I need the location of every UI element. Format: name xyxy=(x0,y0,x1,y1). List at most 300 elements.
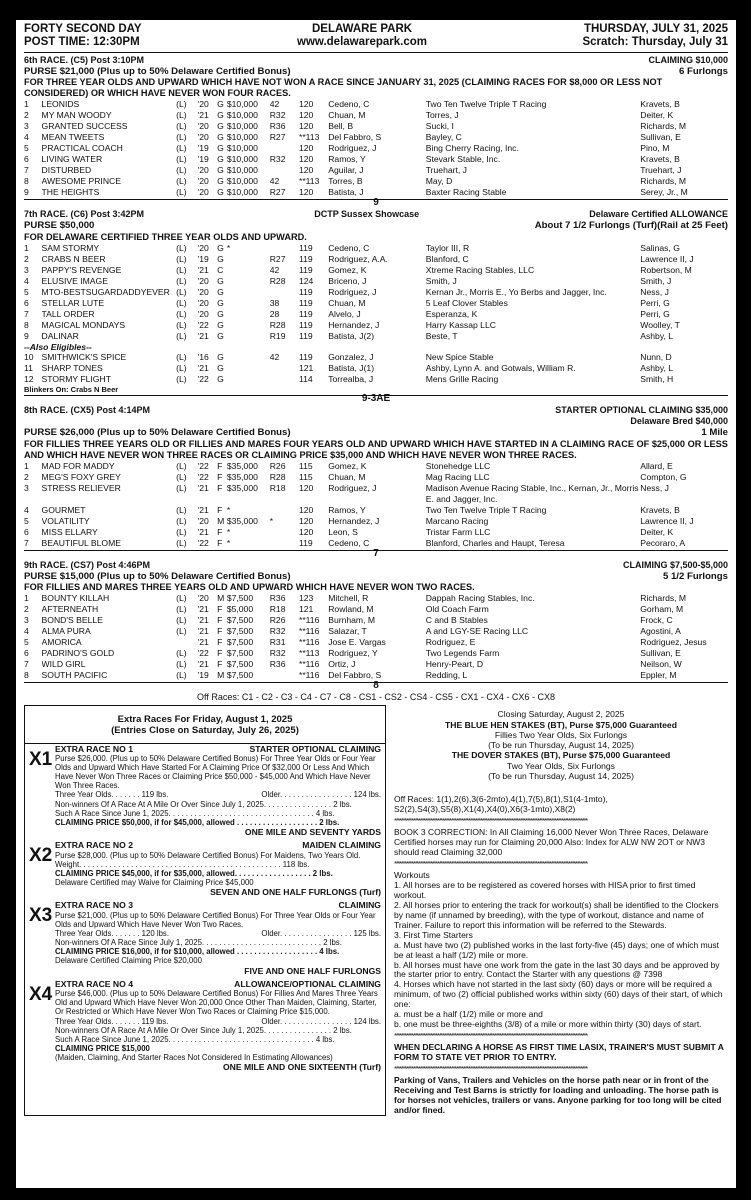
entry-post: 3 xyxy=(24,615,29,626)
entry-horse: STRESS RELIEVER xyxy=(41,482,121,493)
entry-trainer: Deiter, K xyxy=(640,110,674,121)
extra-race-name: EXTRA RACE NO 3 xyxy=(55,900,133,911)
entry-med: (L) xyxy=(176,99,187,110)
entry-weight: 120 xyxy=(298,154,314,165)
entry-owner: Beste, T xyxy=(425,330,458,341)
entry-weight: **113 xyxy=(298,132,320,143)
entry-jockey: Briceno, J xyxy=(328,275,367,286)
stake-blue-hen-date: (To be run Thursday, August 14, 2025) xyxy=(488,740,634,751)
entry-post: 10 xyxy=(24,352,34,363)
extra-race-body xyxy=(55,979,381,1073)
star-divider: **************************************************************************************************************** xyxy=(394,818,588,826)
entry-year: '21 xyxy=(197,504,209,515)
entry-row[interactable] xyxy=(24,374,728,385)
entry-row[interactable] xyxy=(24,538,728,549)
race-title-row xyxy=(24,560,728,571)
entry-row[interactable] xyxy=(24,527,728,538)
extra-race-type: STARTER OPTIONAL CLAIMING xyxy=(249,743,381,754)
race-type: CLAIMING $10,000 xyxy=(648,54,728,65)
entry-horse: DISTURBED xyxy=(41,165,92,176)
entry-price: * xyxy=(226,242,231,253)
entry-price: $7,500 xyxy=(226,593,254,604)
entry-row[interactable] xyxy=(24,254,728,265)
entry-owner: Taylor III, R xyxy=(425,242,470,253)
extra-races-title: Extra Races For Friday, August 1, 2025 xyxy=(117,714,293,726)
entry-owner: Bayley, C xyxy=(425,132,462,143)
entry-horse: MEG'S FOXY GREY xyxy=(41,471,121,482)
claiming-price: CLAIMING PRICE $15,000 xyxy=(55,1044,150,1054)
entry-med: (L) xyxy=(176,648,187,659)
entry-med: (L) xyxy=(176,537,187,548)
weight-right: Older. . . . . . . . . . . . . . . . . 124 lbs. xyxy=(261,1016,381,1026)
entry-jockey: Ramos, Y xyxy=(328,154,366,165)
workout-item: a. Must have two (2) published works in the last forty-five (45) days; one of which must be at least a half (1/2) mile or more. xyxy=(394,939,720,960)
entry-row[interactable] xyxy=(24,265,728,276)
weight-left: Non-winners Of A Race Since July 1, 2025. . . . . . . . . . . . . . . . . . . . . . . . . . . . 2 lbs. xyxy=(55,938,342,948)
day-label: FORTY SECOND DAY xyxy=(24,23,142,35)
right-column xyxy=(394,705,728,1116)
workout-rules xyxy=(394,881,728,1030)
entry-price: $7,500 xyxy=(226,626,254,637)
entry-rating: R18 xyxy=(269,482,286,493)
race-block xyxy=(24,560,728,692)
entry-sex: M xyxy=(217,515,225,526)
entry-trainer: Ness, J xyxy=(640,286,669,297)
entry-med: (L) xyxy=(176,504,187,515)
extra-race xyxy=(25,744,385,841)
entry-jockey: Hernandez, J xyxy=(328,515,380,526)
entry-year: '21 xyxy=(197,615,209,626)
entry-rating: R27 xyxy=(269,253,286,264)
entry-jockey: Leon, S xyxy=(328,526,358,537)
entry-med: (L) xyxy=(176,187,187,198)
entry-sex: G xyxy=(217,121,224,132)
extra-race-head xyxy=(55,979,381,989)
entry-med: (L) xyxy=(176,242,187,253)
race-purse: PURSE $21,000 (Plus up to 50% Delaware Certified Bonus) xyxy=(24,65,291,77)
entry-trainer: Smith, J xyxy=(640,275,672,286)
stake-dover: THE DOVER STAKES (BT), Purse $75,000 Guaranteed xyxy=(451,750,671,761)
entry-med: (L) xyxy=(176,593,187,604)
entry-med: (L) xyxy=(176,165,187,176)
workout-item: b. one must be three-eighths (3/8) of a mile or more within thirty (30) days of start. xyxy=(394,1019,702,1030)
entry-trainer: Rodriguez, Jesus xyxy=(640,637,707,648)
entry-trainer: Pino, M xyxy=(640,143,670,154)
extra-race-tag: X3 xyxy=(29,905,53,927)
entry-year: '19 xyxy=(197,154,209,165)
entry-sex: G xyxy=(217,297,224,308)
track-name: DELAWARE PARK xyxy=(311,23,413,35)
entry-post: 3 xyxy=(24,482,29,493)
entry-row[interactable] xyxy=(24,110,728,121)
entry-sex: G xyxy=(217,187,224,198)
entry-weight: 120 xyxy=(298,482,314,493)
entry-post: 5 xyxy=(24,515,29,526)
entry-owner: Mens Grille Racing xyxy=(425,374,499,385)
entry-owner: Henry-Peart, D xyxy=(425,659,484,670)
closing-stakes xyxy=(394,705,728,781)
entry-weight: 114 xyxy=(298,374,313,385)
entry-rating: R36 xyxy=(269,659,286,670)
race-list xyxy=(24,55,728,691)
entry-trainer: Frock, C xyxy=(640,615,673,626)
entry-price: $10,000 xyxy=(226,121,258,132)
extra-race-type: CLAIMING xyxy=(338,900,381,911)
entry-jockey: Cedeno, C xyxy=(328,537,370,548)
entry-row[interactable] xyxy=(24,659,728,670)
extra-race-name: EXTRA RACE NO 4 xyxy=(55,978,133,989)
race-date: THURSDAY, JULY 31, 2025 xyxy=(583,23,728,35)
entry-jockey: Torres, B xyxy=(328,176,363,187)
entry-year: '21 xyxy=(197,110,209,121)
entry-med: (L) xyxy=(176,154,187,165)
entry-sex: G xyxy=(217,165,224,176)
weight-left: Non-winners Of A Race At A Mile Or Over Since July 1, 2025. . . . . . . . . . . . . . . . 2 lbs. xyxy=(55,1025,352,1035)
entry-horse: PADRINO'S GOLD xyxy=(41,648,115,659)
entry-row[interactable] xyxy=(24,505,728,516)
entry-row[interactable] xyxy=(24,99,728,110)
entry-med: (L) xyxy=(176,110,187,121)
entry-post: 7 xyxy=(24,537,29,548)
weight-left: Such A Race Since June 1, 2025. . . . . . . . . . . . . . . . . . . . . . . . . . . . . . . . . . 4 lbs. xyxy=(55,1034,335,1044)
entry-sex: F xyxy=(217,615,223,626)
entry-price: $7,500 xyxy=(226,648,254,659)
weight-left: Three Year Olds. . . . . . . 119 lbs. xyxy=(55,1016,169,1026)
entry-trainer: Eppler, M xyxy=(640,670,677,681)
entry-price: $10,000 xyxy=(226,176,258,187)
claiming-price: CLAIMING PRICE $16,000, if for $10,000, allowed . . . . . . . . . . . . . . . . . . . 4 lbs. xyxy=(55,947,340,957)
entry-year: '19 xyxy=(197,253,209,264)
entry-post: 3 xyxy=(24,264,29,275)
field-count: 7 xyxy=(373,547,379,559)
entry-post: 7 xyxy=(24,308,29,319)
entry-year: '20 xyxy=(197,99,209,110)
blinkers-note: Blinkers On: Crabs N Beer xyxy=(24,385,119,395)
entry-sex: F xyxy=(217,537,223,548)
entry-row[interactable] xyxy=(24,276,728,287)
entry-rating: R36 xyxy=(269,593,286,604)
entry-row[interactable] xyxy=(24,615,728,626)
entry-trainer: Lawrence II, J xyxy=(640,253,694,264)
entry-year: '20 xyxy=(197,593,209,604)
entry-jockey: Alvelo, J xyxy=(328,308,361,319)
entry-year: '20 xyxy=(197,242,209,253)
entry-trainer: Pecoraro, A xyxy=(640,537,686,548)
entry-med: (L) xyxy=(176,604,187,615)
entry-jockey: Aguilar, J xyxy=(328,165,364,176)
entry-owner: Kernan Jr., Morris E., Yo Berbs and Jagger, Inc. xyxy=(425,286,607,297)
entry-weight: 120 xyxy=(298,526,314,537)
entry-row[interactable] xyxy=(24,121,728,132)
claiming-price: CLAIMING PRICE $50,000, if for $45,000, allowed . . . . . . . . . . . . . . . . . . . 2 lbs. xyxy=(55,818,340,828)
entry-row[interactable] xyxy=(24,132,728,143)
entry-row[interactable] xyxy=(24,604,728,615)
entry-rating: 42 xyxy=(269,99,280,110)
entry-med: (L) xyxy=(176,363,187,374)
entry-year: '20 xyxy=(197,286,209,297)
entry-horse: SHARP TONES xyxy=(41,363,103,374)
entry-year: '22 xyxy=(197,648,209,659)
race-conditions: FOR DELAWARE CERTIFIED THREE YEAR OLDS AND UPWARD. xyxy=(24,231,307,242)
entry-post: 4 xyxy=(24,275,29,286)
post-time: POST TIME: 12:30PM xyxy=(24,35,140,48)
entry-weight: 120 xyxy=(298,99,314,110)
entry-owner: Esperanza, K xyxy=(425,308,478,319)
entry-row[interactable] xyxy=(24,243,728,254)
entry-post: 9 xyxy=(24,187,29,198)
race-conditions: FOR THREE YEAR OLDS AND UPWARD WHICH HAVE NOT WON A RACE SINCE JANUARY 31, 2025 (CLAIMING RACES FOR $8,000 OR LESS NOT CONSIDERED) OR WHICH HAVE NEVER WON FOUR RACES. xyxy=(24,77,663,99)
entry-sex: G xyxy=(217,176,224,187)
entry-row[interactable] xyxy=(24,363,728,374)
entry-row[interactable] xyxy=(24,320,728,331)
track-url[interactable]: www.delawarepark.com xyxy=(297,35,428,48)
entry-row[interactable] xyxy=(24,352,728,363)
entry-rating: R26 xyxy=(269,460,286,471)
weight-row xyxy=(55,860,381,869)
entry-weight: **116 xyxy=(298,659,320,670)
entry-owner: Blanford, Charles and Haupt, Teresa xyxy=(425,537,565,548)
entry-sex: M xyxy=(217,593,225,604)
entry-row[interactable] xyxy=(24,154,728,165)
entry-weight: 121 xyxy=(298,604,314,615)
entry-sex: G xyxy=(217,132,224,143)
weight-row xyxy=(55,1017,381,1026)
entry-owner: A and LGY-SE Racing LLC xyxy=(425,626,529,637)
entry-med: (L) xyxy=(176,286,187,297)
extra-note: Delaware Certified may Waive for Claiming Price $45,000 xyxy=(55,878,254,888)
entry-jockey: Rodriguez, A.A. xyxy=(328,253,388,264)
entry-weight: 119 xyxy=(298,253,313,264)
entry-jockey: Ramos, Y xyxy=(328,504,366,515)
entry-rating: 42 xyxy=(269,176,280,187)
weight-row xyxy=(55,800,381,809)
entry-sex: G xyxy=(217,374,224,385)
entry-post: 6 xyxy=(24,526,29,537)
entry-trainer: Richards, M xyxy=(640,593,687,604)
race-conditions: FOR FILLIES AND MARES THREE YEARS OLD AND UPWARD WHICH HAVE NEVER WON TWO RACES. xyxy=(24,582,475,593)
entry-row[interactable] xyxy=(24,472,728,483)
entry-price: $10,000 xyxy=(226,132,258,143)
entry-post: 7 xyxy=(24,659,29,670)
entry-sex: C xyxy=(217,264,224,275)
entry-jockey: Bell, B xyxy=(328,121,354,132)
entry-price: $10,000 xyxy=(226,143,258,154)
entry-post: 6 xyxy=(24,648,29,659)
entry-trainer: Smith, H xyxy=(640,374,674,385)
stake-dover-date: (To be run Thursday, August 14, 2025) xyxy=(488,771,634,782)
entry-sex: G xyxy=(217,352,224,363)
entry-jockey: Batista, J(1) xyxy=(328,363,375,374)
entry-trainer: Truehart, J xyxy=(640,165,682,176)
extra-note: Delaware Certified Claiming Price $20,000 xyxy=(55,956,202,966)
entry-sex: F xyxy=(217,604,223,615)
extra-race-distance: ONE MILE AND ONE SIXTEENTH (Turf) xyxy=(222,1062,381,1073)
workout-item: 3. First Time Starters xyxy=(394,929,473,940)
entry-weight: 119 xyxy=(298,319,313,330)
entry-weight: 119 xyxy=(298,308,313,319)
entry-post: 1 xyxy=(24,99,29,110)
star-divider: **************************************************************************************************************** xyxy=(394,1033,588,1041)
entry-trainer: Kravets, B xyxy=(640,504,680,515)
entry-row[interactable] xyxy=(24,176,728,187)
race-title-row xyxy=(24,209,728,220)
entry-row[interactable] xyxy=(24,165,728,176)
entry-sex: G xyxy=(217,286,224,297)
entry-jockey: Chuan, M xyxy=(328,471,366,482)
entry-trainer: Lawrence II, J xyxy=(640,515,694,526)
entry-row[interactable] xyxy=(24,483,728,494)
entry-med: (L) xyxy=(176,264,187,275)
entry-jockey: Burnham, M xyxy=(328,615,376,626)
extra-race-name: EXTRA RACE NO 2 xyxy=(55,840,133,851)
entry-row[interactable] xyxy=(24,331,728,342)
entry-med: (L) xyxy=(176,297,187,308)
parking-notice: Parking of Vans, Trailers and Vehicles on the horse path near or in front of the Receiving and Test Barns is strictly for loading and unloading. The horse path is for horses not vehicles, trailers or vans. Anyone parking for too long will be cited and/or fined. xyxy=(394,1074,722,1115)
entry-owner: Tristar Farm LLC xyxy=(425,526,491,537)
entry-rating: R32 xyxy=(269,626,286,637)
entry-post: 7 xyxy=(24,165,29,176)
entry-sex: G xyxy=(217,308,224,319)
stake-dover-cond: Two Year Olds, Six Furlongs xyxy=(507,760,615,771)
weight-left: Non-winners Of A Race At A Mile Or Over Since July 1, 2025. . . . . . . . . . . . . . . . 2 lbs. xyxy=(55,799,352,809)
entry-row[interactable] xyxy=(24,461,728,472)
entry-owner: New Spice Stable xyxy=(425,352,494,363)
extra-race-tag: X2 xyxy=(29,845,53,867)
entry-row[interactable] xyxy=(24,287,728,298)
entry-row[interactable] xyxy=(24,626,728,637)
purse-row xyxy=(24,66,728,78)
entry-trainer: Neilson, W xyxy=(640,659,682,670)
entry-post: 5 xyxy=(24,143,29,154)
entry-owner: E. and Jagger, Inc. xyxy=(425,493,498,504)
entry-med: (L) xyxy=(176,670,187,681)
entry-year: '21 xyxy=(197,526,209,537)
entry-post: 6 xyxy=(24,297,29,308)
entry-horse: ALMA PURA xyxy=(41,626,91,637)
entry-weight: 120 xyxy=(298,165,314,176)
entry-row[interactable] xyxy=(24,494,728,505)
entry-trainer: Richards, M xyxy=(640,176,687,187)
entry-owner: C and B Stables xyxy=(425,615,488,626)
entry-owner: Two Ten Twelve Triple T Racing xyxy=(425,99,547,110)
extra-race-desc: Purse $26,000. (Plus up to 50% Delaware Certified Bonus) For Three Year Olds or Four Year Olds and Upward Which Have Started For A Claiming Price Of $32,000 Or Less And Which Have Never Won Three Races or Claiming Price $50,000 - $45,000 And Which Have Never Won Three Races. xyxy=(55,753,376,791)
entry-owner: Dappah Racing Stables, Inc. xyxy=(425,593,535,604)
entry-row[interactable] xyxy=(24,309,728,320)
entry-sex: G xyxy=(217,319,224,330)
entry-price: $35,000 xyxy=(226,471,258,482)
entry-rating: R28 xyxy=(269,471,286,482)
entry-post: 11 xyxy=(24,363,33,374)
entry-rating: R32 xyxy=(269,110,286,121)
workout-item: b. All horses must have one work from the gate in the last 30 days and be approved by the starter prior to entry. Contact the Starter with any questions @ 7398 xyxy=(394,959,720,980)
entry-horse: SOUTH PACIFIC xyxy=(41,670,108,681)
entry-post: 4 xyxy=(24,504,29,515)
entry-owner: Harry Kassap LLC xyxy=(425,319,496,330)
extra-race-type: ALLOWANCE/OPTIONAL CLAIMING xyxy=(234,978,381,989)
entry-sex: M xyxy=(217,670,225,681)
entry-weight: 115 xyxy=(298,460,313,471)
entry-med: (L) xyxy=(176,659,187,670)
entry-price: $7,500 xyxy=(226,659,254,670)
entry-weight: 119 xyxy=(298,330,313,341)
entry-owner: Blanford, C xyxy=(425,253,469,264)
entry-row[interactable] xyxy=(24,298,728,309)
purse-row xyxy=(24,427,728,439)
entry-owner: Two Ten Twelve Triple T Racing xyxy=(425,504,547,515)
entry-jockey: Torrealba, J xyxy=(328,374,374,385)
entry-row[interactable] xyxy=(24,593,728,604)
entry-trainer: Nunn, D xyxy=(640,352,672,363)
entry-price: * xyxy=(226,504,231,515)
extra-races-entries: (Entries Close on Saturday, July 26, 2025) xyxy=(111,725,299,737)
race-type: STARTER OPTIONAL CLAIMING $35,000 xyxy=(555,405,728,416)
entry-trainer: Ashby, L xyxy=(640,363,674,374)
entry-owner: Truehart, J xyxy=(425,165,467,176)
entry-post: 4 xyxy=(24,626,29,637)
entry-weight: 120 xyxy=(298,143,314,154)
race-block xyxy=(24,405,728,558)
book-correction: BOOK 3 CORRECTION: In All Claiming 16,000 Never Won Three Races, Delaware Certified horses may run for Claiming 20,000 Also: Index for ALW NW 2OT or NW3 should read Claiming 32,000 xyxy=(394,827,709,858)
entry-jockey: Rodriguez, J xyxy=(328,143,377,154)
entry-owner: Redding, L xyxy=(425,670,468,681)
entry-rating: R32 xyxy=(269,154,286,165)
entry-year: '21 xyxy=(197,264,209,275)
entry-trainer: Richards, M xyxy=(640,121,687,132)
extra-race-body xyxy=(55,900,381,975)
weight-left: Weight. . . . . . . . . . . . . . . . . . . . . . . . . . . . . . . . . . . . . . . . . . . . . . . 118 lbs. xyxy=(55,859,310,869)
entry-weight: **116 xyxy=(298,615,320,626)
entry-row[interactable] xyxy=(24,516,728,527)
entry-year: '20 xyxy=(197,187,209,198)
entry-weight: 120 xyxy=(298,110,314,121)
entry-year: '21 xyxy=(197,482,209,493)
entry-post: 1 xyxy=(24,460,29,471)
workouts-title: Workouts xyxy=(394,870,430,881)
entry-med: (L) xyxy=(176,615,187,626)
entry-row[interactable] xyxy=(24,143,728,154)
entry-med: (L) xyxy=(176,275,187,286)
extra-race-head xyxy=(55,900,381,910)
field-count: 9 xyxy=(373,197,379,209)
race-distance: 6 Furlongs xyxy=(678,65,728,77)
entry-jockey: Del Fabbro, S xyxy=(328,670,382,681)
entry-weight: **116 xyxy=(298,670,320,681)
entry-jockey: Gonzalez, J xyxy=(328,352,374,363)
entry-jockey: Ortiz, J xyxy=(328,659,356,670)
entry-jockey: Rodriguez, J xyxy=(328,286,377,297)
entry-sex: G xyxy=(217,363,224,374)
entry-year: '19 xyxy=(197,143,209,154)
entry-year: '21 xyxy=(197,659,209,670)
star-divider: **************************************************************************************************************** xyxy=(394,861,588,869)
entry-post: 5 xyxy=(24,286,29,297)
extra-races-box xyxy=(24,705,386,1116)
entry-sex: F xyxy=(217,659,223,670)
extra-race-distance: ONE MILE AND SEVENTY YARDS xyxy=(244,827,381,838)
entry-horse: SMITHWICK'S SPICE xyxy=(41,352,127,363)
entry-horse: TALL ORDER xyxy=(41,308,95,319)
entry-jockey: Rowland, M xyxy=(328,604,374,615)
entry-rating: 42 xyxy=(269,264,280,275)
closing-date: Closing Saturday, August 2, 2025 xyxy=(497,709,625,720)
entry-rating: 38 xyxy=(269,297,280,308)
entry-row[interactable] xyxy=(24,648,728,659)
entry-trainer: Robertson, M xyxy=(640,264,692,275)
entry-trainer: Kravets, B xyxy=(640,99,680,110)
entry-row[interactable] xyxy=(24,637,728,648)
entry-med: (L) xyxy=(176,515,187,526)
entry-owner: Old Coach Farm xyxy=(425,604,489,615)
